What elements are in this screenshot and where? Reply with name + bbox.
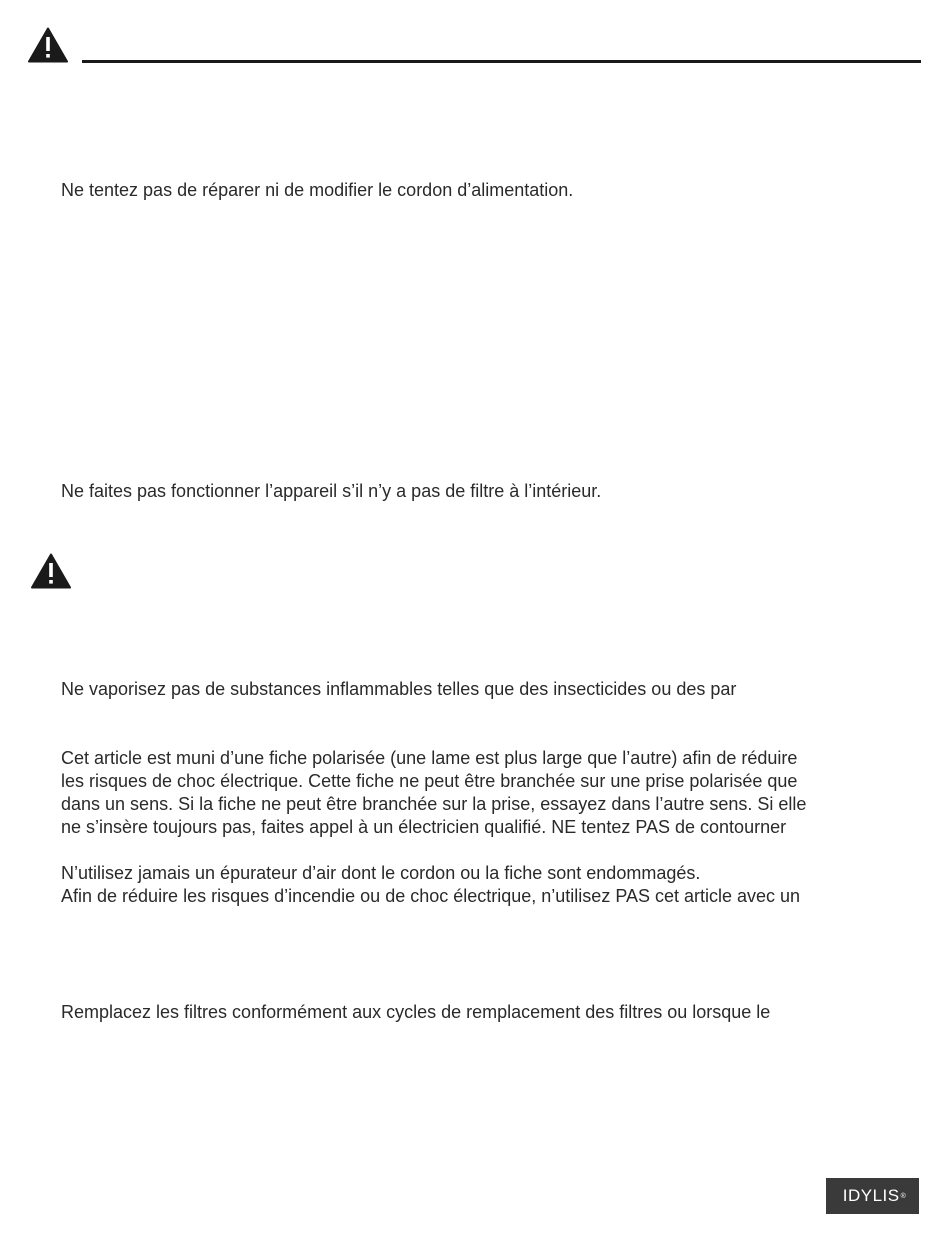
registered-mark: ® (900, 1192, 907, 1200)
header-rule (82, 60, 921, 63)
brand-logo (826, 1178, 919, 1214)
warning-triangle-icon (28, 27, 68, 63)
paragraph-polarized-line-3: dans un sens. Si la fiche ne peut être branchée sur la prise, essayez dans l’autre sens. Si elle (61, 794, 807, 814)
paragraph-damaged-cord: N’utilisez jamais un épurateur d’air dont le cordon ou la fiche sont endommagés. (61, 863, 701, 883)
paragraph-replace-filters: Remplacez les filtres conformément aux cycles de remplacement des filtres ou lorsque le (61, 1002, 771, 1022)
paragraph-fire-risk: Afin de réduire les risques d’incendie ou de choc électrique, n’utilisez PAS cet article avec un (61, 886, 801, 906)
paragraph-polarized-line-4: ne s’insère toujours pas, faites appel à un électricien qualifié. NE tentez PAS de contourner (61, 817, 787, 837)
paragraph-flammable: Ne vaporisez pas de substances inflammables telles que des insecticides ou des par (61, 679, 737, 699)
warning-triangle-icon (31, 553, 71, 589)
brand-logo-text: IDYLIS (842, 1186, 900, 1205)
paragraph-filter: Ne faites pas fonctionner l’appareil s’il n’y a pas de filtre à l’intérieur. (61, 481, 602, 501)
paragraph-polarized-line-1: Cet article est muni d’une fiche polarisée (une lame est plus large que l’autre) afin de réduire (61, 748, 798, 768)
paragraph-power-cord: Ne tentez pas de réparer ni de modifier le cordon d’alimentation. (61, 180, 574, 200)
paragraph-polarized-line-2: les risques de choc électrique. Cette fiche ne peut être branchée sur une prise polarisée que (61, 771, 798, 791)
